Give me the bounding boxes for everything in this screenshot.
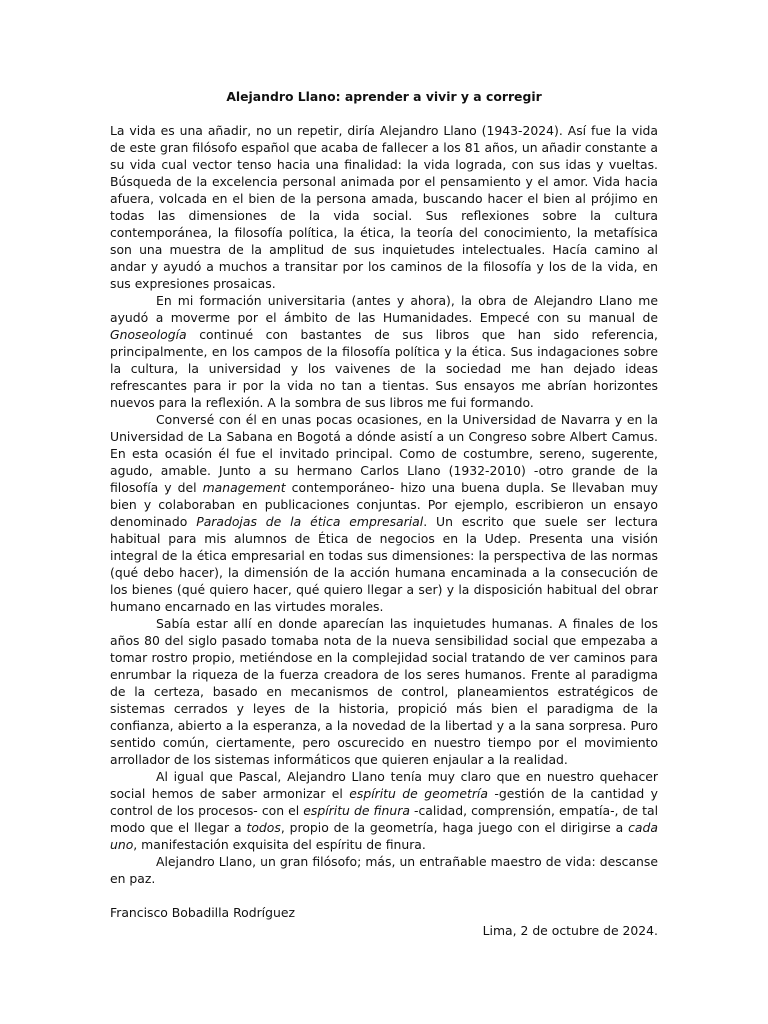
italic-phrase: espíritu de finura	[303, 803, 410, 818]
author-signature: Francisco Bobadilla Rodríguez	[110, 905, 295, 920]
text-run: Alejandro Llano, un gran filósofo; más, un entrañable maestro de vida: descanse en paz.	[110, 854, 658, 886]
italic-phrase: Gnoseología	[110, 327, 187, 342]
paragraph-6	[110, 853, 658, 887]
document-page	[110, 88, 658, 939]
text-run: Conversé con él en unas pocas ocasiones, en la Universidad de Navarra y en la Universidad de La Sabana en Bogotá a dónde asistí a un Congreso sobre Albert Camus. En esta ocasión él fue el invitado principal. Como de costumbre, sereno, sugerente, agudo, amable. Junto a su hermano Carlos Llano (1932-2010) -otro grande de la filosofía y del	[110, 412, 658, 495]
paragraph-3	[110, 411, 658, 615]
italic-phrase: management	[202, 480, 286, 495]
text-run: En mi formación universitaria (antes y ahora), la obra de Alejandro Llano me ayudó a moverme por el ámbito de las Humanidades. Empecé con su manual de	[110, 293, 658, 325]
dateline: Lima, 2 de octubre de 2024.	[482, 923, 658, 938]
paragraph-4	[110, 615, 658, 768]
text-run: , manifestación exquisita del espíritu de finura.	[133, 837, 426, 852]
paragraph-1	[110, 122, 658, 292]
text-run: . Un escrito que suele ser lectura habitual para mis alumnos de Ética de negocios en la Udep. Presenta una visión integral de la ética empresarial en todas sus dimensiones: la perspectiva de las normas (qué debo hacer), la dimensión de la acción humana encaminada a la consecución de los bienes (qué quiero hacer, qué quiero llegar a ser) y la disposición habitual del obrar humano encarnado en las virtudes morales.	[110, 514, 658, 614]
text-run: continué con bastantes de sus libros que han sido referencia, principalmente, en los campos de la filosofía política y la ética. Sus indagaciones sobre la cultura, la universidad y los vaivenes de la sociedad me han dejado ideas refrescantes para ir por la vida no tan a tientas. Sus ensayos me abrían horizontes nuevos para la reflexión. A la sombra de sus libros me fui formando.	[110, 327, 658, 410]
text-run: , propio de la geometría, haga juego con el dirigirse a	[280, 820, 629, 835]
text-run: La vida es una añadir, no un repetir, diría Alejandro Llano (1943-2024). Así fue la vida de este gran filósofo español que acaba de fallecer a los 81 años, un añadir constante a su vida cual vector tenso hacia una finalidad: la vida lograda, con sus idas y vueltas. Búsqueda de la excelencia personal animada por el pensamiento y el amor. Vida hacia afuera, volcada en el bien de la persona amada, buscando hacer el bien al prójimo en todas las dimensiones de la vida social. Sus reflexiones sobre la cultura contemporánea, la filosofía política, la ética, la teoría del conocimiento, la metafísica son una muestra de la amplitud de sus inquietudes intelectuales. Hacía camino al andar y ayudó a muchos a transitar por los caminos de la filosofía y los de la vida, en sus expresiones prosaicas.	[110, 123, 658, 291]
text-run: Sabía estar allí en donde aparecían las inquietudes humanas. A finales de los años 80 del siglo pasado tomaba nota de la nueva sensibilidad social que empezaba a tomar rostro propio, metiéndose en la complejidad social tratando de ver caminos para enrumbar la riqueza de la fuerza creadora de los seres humanos. Frente al paradigma de la certeza, basado en mecanismos de control, planeamientos estratégicos de sistemas cerrados y leyes de la historia, propició más bien el paradigma de la confianza, abierto a la esperanza, a la novedad de la libertad y a la sana sorpresa. Puro sentido común, ciertamente, pero oscurecido en nuestro tiempo por el movimiento arrollador de los sistemas informáticos que quieren enjaular a la realidad.	[110, 616, 658, 767]
italic-phrase: Paradojas de la ética empresarial	[196, 514, 424, 529]
text-run: Al igual que Pascal, Alejandro Llano tenía muy claro que en nuestro quehacer social hemos de saber armonizar el	[110, 769, 658, 801]
italic-phrase: espíritu de geometría	[349, 786, 488, 801]
text-run: -gestión de la cantidad y control de los procesos- con el	[110, 786, 658, 818]
text-run: contemporáneo- hizo una buena dupla. Se llevaban muy bien y colaboraban en publicaciones conjuntas. Por ejemplo, escribieron un ensayo denominado	[110, 480, 658, 529]
document-title: Alejandro Llano: aprender a vivir y a corregir	[226, 89, 542, 104]
paragraph-5	[110, 768, 658, 853]
text-run: -calidad, comprensión, empatía-, de tal modo que el llegar a	[110, 803, 659, 835]
paragraph-2	[110, 292, 658, 411]
italic-phrase: cada uno	[110, 820, 658, 852]
italic-phrase: todos	[246, 820, 281, 835]
